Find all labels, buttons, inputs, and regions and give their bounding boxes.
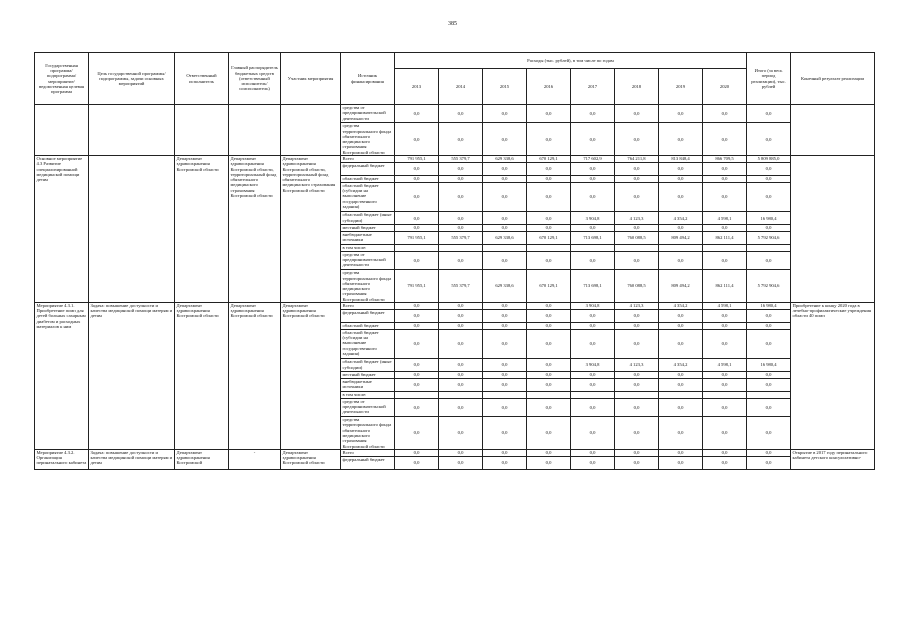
value-cell: 0,0 xyxy=(483,212,527,225)
goal-cell xyxy=(89,105,175,156)
value-cell: 791 955,1 xyxy=(395,232,439,245)
value-cell: 0,0 xyxy=(659,105,703,123)
value-cell: 629 338,6 xyxy=(483,155,527,162)
value-cell: 0,0 xyxy=(395,371,439,378)
header-year: 2014 xyxy=(439,69,483,105)
header-result: Конечный результат реализации xyxy=(791,53,875,105)
value-cell: 0,0 xyxy=(615,449,659,456)
value-cell: 0,0 xyxy=(571,371,615,378)
value-cell: 0,0 xyxy=(615,398,659,416)
value-cell xyxy=(659,391,703,398)
value-cell: 0,0 xyxy=(527,449,571,456)
source-cell: Всего xyxy=(341,155,395,162)
value-cell: 0,0 xyxy=(571,251,615,269)
value-cell: 0,0 xyxy=(615,175,659,182)
value-cell: 4 123,3 xyxy=(615,302,659,309)
value-cell: 791 955,1 xyxy=(395,270,439,303)
header-total: Итого (за весь период реализации), тыс. рублей xyxy=(747,53,791,105)
value-cell: 0,0 xyxy=(571,329,615,359)
value-cell: 0,0 xyxy=(395,175,439,182)
total-cell: 16 980,4 xyxy=(747,212,791,225)
value-cell: 0,0 xyxy=(571,398,615,416)
value-cell: 0,0 xyxy=(439,310,483,323)
value-cell: 0,0 xyxy=(483,310,527,323)
program-cell xyxy=(35,105,89,156)
value-cell: 0,0 xyxy=(395,302,439,309)
value-cell: 0,0 xyxy=(395,329,439,359)
value-cell: 717 602,9 xyxy=(571,155,615,162)
source-cell: федеральный бюджет xyxy=(341,456,395,469)
value-cell: 0,0 xyxy=(439,398,483,416)
value-cell: 0,0 xyxy=(527,302,571,309)
value-cell: 0,0 xyxy=(659,371,703,378)
value-cell: 0,0 xyxy=(483,359,527,372)
value-cell: 0,0 xyxy=(527,225,571,232)
value-cell xyxy=(571,244,615,251)
value-cell: 0,0 xyxy=(659,379,703,392)
value-cell: 0,0 xyxy=(483,105,527,123)
source-cell: Всего xyxy=(341,302,395,309)
goal-cell: Задача: повышение доступности и качества медицинской помощи матерям и детям xyxy=(89,302,175,449)
value-cell: 760 088,5 xyxy=(615,232,659,245)
header-goal: Цель государственной программы/подпрограммы, задачи основных мероприятий xyxy=(89,53,175,105)
total-cell: 0,0 xyxy=(747,225,791,232)
value-cell: 0,0 xyxy=(615,225,659,232)
result-cell xyxy=(791,105,875,156)
value-cell: 713 698,1 xyxy=(571,232,615,245)
value-cell: 0,0 xyxy=(439,302,483,309)
source-cell: областной бюджет (субсидии на выполнение государственного задания) xyxy=(341,329,395,359)
value-cell: 4 354,2 xyxy=(659,212,703,225)
participant-cell: Департамент здравоохранения Костромской области xyxy=(281,302,341,449)
value-cell: 0,0 xyxy=(483,398,527,416)
value-cell: 0,0 xyxy=(571,379,615,392)
total-cell: 0,0 xyxy=(747,251,791,269)
header-year: 2017 xyxy=(571,69,615,105)
source-cell: в том числе: xyxy=(341,244,395,251)
header-responsible: Ответственный исполнитель xyxy=(175,53,229,105)
value-cell: 0,0 xyxy=(439,371,483,378)
value-cell: 0,0 xyxy=(703,123,747,156)
budget-manager-cell: Департамент здравоохранения Костромской области, территориальный фонд обязательного медицинского страхования Костромской области xyxy=(229,155,281,302)
total-cell: 0,0 xyxy=(747,322,791,329)
source-cell: местный бюджет xyxy=(341,371,395,378)
value-cell: 862 111,4 xyxy=(703,270,747,303)
value-cell: 0,0 xyxy=(703,371,747,378)
value-cell: 0,0 xyxy=(527,359,571,372)
value-cell: 0,0 xyxy=(395,212,439,225)
value-cell: 670 129,1 xyxy=(527,232,571,245)
value-cell: 0,0 xyxy=(615,371,659,378)
value-cell: 4 354,2 xyxy=(659,359,703,372)
table-row xyxy=(35,155,875,162)
total-cell xyxy=(747,391,791,398)
total-cell: 0,0 xyxy=(747,371,791,378)
source-cell: областной бюджет xyxy=(341,175,395,182)
value-cell: 0,0 xyxy=(483,449,527,456)
value-cell: 0,0 xyxy=(659,449,703,456)
responsible-cell xyxy=(175,105,229,156)
value-cell: 0,0 xyxy=(703,175,747,182)
expenses-table xyxy=(34,52,875,470)
value-cell: 4 123,3 xyxy=(615,212,659,225)
total-cell: 0,0 xyxy=(747,417,791,450)
value-cell xyxy=(703,244,747,251)
value-cell: 0,0 xyxy=(527,182,571,212)
source-cell: средства от предпринимательской деятельности xyxy=(341,398,395,416)
value-cell: 0,0 xyxy=(659,322,703,329)
value-cell: 0,0 xyxy=(659,310,703,323)
value-cell: 0,0 xyxy=(615,310,659,323)
value-cell: 0,0 xyxy=(571,175,615,182)
total-cell: 0,0 xyxy=(747,163,791,176)
value-cell: 0,0 xyxy=(659,417,703,450)
value-cell: 0,0 xyxy=(395,417,439,450)
value-cell: 0,0 xyxy=(395,105,439,123)
value-cell: 3 904,8 xyxy=(571,359,615,372)
table-row xyxy=(35,105,875,123)
total-cell: 0,0 xyxy=(747,398,791,416)
source-cell: средства от предпринимательской деятельности xyxy=(341,105,395,123)
header-budget-manager: Главный распорядитель бюджетных средств (ответственный исполнитель/ соисполнитель) xyxy=(229,53,281,105)
value-cell: 0,0 xyxy=(439,456,483,469)
value-cell xyxy=(439,244,483,251)
value-cell: 0,0 xyxy=(615,105,659,123)
value-cell: 0,0 xyxy=(395,225,439,232)
header-year: 2019 xyxy=(659,69,703,105)
value-cell: 0,0 xyxy=(527,163,571,176)
value-cell: 0,0 xyxy=(483,163,527,176)
value-cell: 0,0 xyxy=(703,225,747,232)
value-cell: 4 598,1 xyxy=(703,302,747,309)
source-cell: областной бюджет xyxy=(341,322,395,329)
value-cell: 0,0 xyxy=(483,225,527,232)
value-cell: 555 379,7 xyxy=(439,270,483,303)
total-cell: 5 809 885,0 xyxy=(747,155,791,162)
value-cell: 0,0 xyxy=(395,456,439,469)
value-cell: 0,0 xyxy=(527,105,571,123)
value-cell: 0,0 xyxy=(659,182,703,212)
table-row xyxy=(35,302,875,309)
value-cell: 0,0 xyxy=(571,225,615,232)
total-cell: 16 980,4 xyxy=(747,302,791,309)
value-cell: 0,0 xyxy=(439,251,483,269)
source-cell: средства от предпринимательской деятельности xyxy=(341,251,395,269)
value-cell: 0,0 xyxy=(439,322,483,329)
value-cell: 0,0 xyxy=(527,123,571,156)
value-cell: 0,0 xyxy=(703,456,747,469)
value-cell: 0,0 xyxy=(395,310,439,323)
value-cell: 0,0 xyxy=(439,225,483,232)
program-cell: Основное мероприятие 4.3 Развитие специализированной медицинской помощи детям xyxy=(35,155,89,302)
source-cell: Всего xyxy=(341,449,395,456)
value-cell: 0,0 xyxy=(395,163,439,176)
value-cell: 0,0 xyxy=(439,359,483,372)
value-cell xyxy=(527,391,571,398)
value-cell: 0,0 xyxy=(483,329,527,359)
value-cell: 713 698,1 xyxy=(571,270,615,303)
value-cell: 0,0 xyxy=(527,417,571,450)
value-cell: 0,0 xyxy=(571,417,615,450)
value-cell: 0,0 xyxy=(571,449,615,456)
total-cell: 0,0 xyxy=(747,182,791,212)
value-cell xyxy=(395,244,439,251)
source-cell: местный бюджет xyxy=(341,225,395,232)
participant-cell xyxy=(281,105,341,156)
header-source: Источник финансирования xyxy=(341,53,395,105)
value-cell: 0,0 xyxy=(703,251,747,269)
total-cell: 0,0 xyxy=(747,105,791,123)
program-cell: Мероприятие 4.3.2. Организация перинатального кабинета xyxy=(35,449,89,469)
value-cell: 0,0 xyxy=(703,379,747,392)
value-cell: 0,0 xyxy=(483,182,527,212)
budget-manager-cell: - xyxy=(229,449,281,469)
value-cell: 0,0 xyxy=(571,182,615,212)
value-cell: 670 129,1 xyxy=(527,270,571,303)
source-cell: областной бюджет (иные субсидии) xyxy=(341,212,395,225)
value-cell: 0,0 xyxy=(527,456,571,469)
value-cell: 0,0 xyxy=(615,456,659,469)
value-cell: 0,0 xyxy=(439,379,483,392)
value-cell: 760 088,5 xyxy=(615,270,659,303)
budget-manager-cell xyxy=(229,105,281,156)
value-cell: 0,0 xyxy=(527,371,571,378)
value-cell: 0,0 xyxy=(395,251,439,269)
value-cell: 0,0 xyxy=(659,456,703,469)
value-cell: 0,0 xyxy=(703,182,747,212)
value-cell: 0,0 xyxy=(703,329,747,359)
value-cell: 555 379,7 xyxy=(439,232,483,245)
value-cell: 0,0 xyxy=(527,379,571,392)
value-cell: 0,0 xyxy=(483,123,527,156)
page-number: 385 xyxy=(448,21,457,27)
total-cell: 16 980,4 xyxy=(747,359,791,372)
value-cell: 0,0 xyxy=(527,310,571,323)
value-cell: 0,0 xyxy=(439,449,483,456)
value-cell: 0,0 xyxy=(703,322,747,329)
value-cell: 0,0 xyxy=(659,163,703,176)
participant-cell: Департамент здравоохранения Костромской области, территориальный фонд обязательного медицинского страхования Костромской области xyxy=(281,155,341,302)
value-cell: 0,0 xyxy=(703,310,747,323)
responsible-cell: Департамент здравоохранения Костромской области xyxy=(175,155,229,302)
value-cell xyxy=(483,244,527,251)
value-cell xyxy=(483,391,527,398)
header-program: Государственная программа/подпрограмма/ мероприятие/ ведомственная целевая программа xyxy=(35,53,89,105)
value-cell: 670 129,1 xyxy=(527,155,571,162)
header-expenses: Расходы (тыс. рублей), в том числе по годам xyxy=(395,53,747,69)
value-cell: 0,0 xyxy=(659,398,703,416)
source-cell: областной бюджет (субсидии на выполнение государственного задания) xyxy=(341,182,395,212)
source-cell: в том числе: xyxy=(341,391,395,398)
value-cell: 0,0 xyxy=(659,329,703,359)
value-cell: 0,0 xyxy=(615,163,659,176)
value-cell: 3 904,8 xyxy=(571,302,615,309)
total-cell: 0,0 xyxy=(747,329,791,359)
value-cell: 0,0 xyxy=(571,322,615,329)
header-participant: Участник мероприятия xyxy=(281,53,341,105)
value-cell: 0,0 xyxy=(527,251,571,269)
source-cell: областной бюджет (иные субсидии) xyxy=(341,359,395,372)
value-cell: 0,0 xyxy=(439,163,483,176)
header-year: 2015 xyxy=(483,69,527,105)
participant-cell: Департамент здравоохранения Костромской области xyxy=(281,449,341,469)
value-cell: 791 955,1 xyxy=(395,155,439,162)
value-cell xyxy=(703,391,747,398)
value-cell: 0,0 xyxy=(395,449,439,456)
value-cell: 0,0 xyxy=(659,225,703,232)
value-cell: 0,0 xyxy=(571,123,615,156)
source-cell: средства территориального фонда обязательного медицинского страхования Костромской области xyxy=(341,270,395,303)
value-cell: 0,0 xyxy=(615,329,659,359)
value-cell xyxy=(439,391,483,398)
value-cell: 3 904,8 xyxy=(571,212,615,225)
value-cell: 0,0 xyxy=(659,251,703,269)
value-cell: 0,0 xyxy=(395,359,439,372)
total-cell: 0,0 xyxy=(747,310,791,323)
value-cell: 0,0 xyxy=(483,251,527,269)
value-cell xyxy=(659,244,703,251)
goal-cell: Задача: повышение доступности и качества медицинской помощи матерям и детям xyxy=(89,449,175,469)
value-cell: 0,0 xyxy=(527,398,571,416)
value-cell: 0,0 xyxy=(615,379,659,392)
value-cell: 4 598,1 xyxy=(703,359,747,372)
responsible-cell: Департамент здравоохранения Костромской области xyxy=(175,302,229,449)
value-cell: 0,0 xyxy=(439,212,483,225)
result-cell: Открытие в 2017 году перинатального кабинета детского консультативно- xyxy=(791,449,875,469)
source-cell: федеральный бюджет xyxy=(341,310,395,323)
value-cell: 0,0 xyxy=(571,163,615,176)
value-cell: 0,0 xyxy=(659,175,703,182)
total-cell: 5 792 904,6 xyxy=(747,232,791,245)
total-cell xyxy=(747,244,791,251)
source-cell: внебюджетные источники xyxy=(341,232,395,245)
total-cell: 0,0 xyxy=(747,379,791,392)
value-cell: 0,0 xyxy=(439,175,483,182)
value-cell xyxy=(615,391,659,398)
program-cell: Мероприятие 4.3.1. Приобретение помп для детей больных сахарным диабетом и расходных материалов к ним xyxy=(35,302,89,449)
value-cell: 0,0 xyxy=(703,417,747,450)
value-cell: 0,0 xyxy=(395,182,439,212)
value-cell: 809 494,2 xyxy=(659,232,703,245)
value-cell: 862 111,4 xyxy=(703,232,747,245)
value-cell: 0,0 xyxy=(615,182,659,212)
value-cell: 0,0 xyxy=(703,105,747,123)
value-cell: 0,0 xyxy=(483,322,527,329)
header-year: 2018 xyxy=(615,69,659,105)
source-cell: федеральный бюджет xyxy=(341,163,395,176)
value-cell: 0,0 xyxy=(483,379,527,392)
value-cell: 4 598,1 xyxy=(703,212,747,225)
value-cell: 0,0 xyxy=(615,123,659,156)
value-cell: 764 211,8 xyxy=(615,155,659,162)
value-cell: 866 709,5 xyxy=(703,155,747,162)
value-cell: 0,0 xyxy=(527,329,571,359)
value-cell: 809 494,2 xyxy=(659,270,703,303)
value-cell: 0,0 xyxy=(527,175,571,182)
value-cell: 0,0 xyxy=(571,456,615,469)
total-cell: 0,0 xyxy=(747,456,791,469)
value-cell: 0,0 xyxy=(483,302,527,309)
responsible-cell: Департамент здравоохранения Костромской xyxy=(175,449,229,469)
value-cell xyxy=(527,244,571,251)
value-cell: 0,0 xyxy=(483,417,527,450)
budget-manager-cell: Департамент здравоохранения Костромской области xyxy=(229,302,281,449)
table-row xyxy=(35,449,875,456)
value-cell: 629 338,6 xyxy=(483,232,527,245)
total-cell: 0,0 xyxy=(747,175,791,182)
value-cell: 0,0 xyxy=(615,251,659,269)
goal-cell xyxy=(89,155,175,302)
source-cell: внебюджетные источники xyxy=(341,379,395,392)
value-cell: 0,0 xyxy=(439,105,483,123)
value-cell: 0,0 xyxy=(439,182,483,212)
value-cell: 4 123,3 xyxy=(615,359,659,372)
value-cell: 0,0 xyxy=(395,322,439,329)
value-cell: 0,0 xyxy=(395,123,439,156)
value-cell: 0,0 xyxy=(703,449,747,456)
value-cell: 555 379,7 xyxy=(439,155,483,162)
header-year: 2013 xyxy=(395,69,439,105)
result-cell: Приобретение к концу 2020 года в лечебно-профилактические учреждения области 40 помп xyxy=(791,302,875,449)
total-cell: 0,0 xyxy=(747,123,791,156)
value-cell: 0,0 xyxy=(615,322,659,329)
value-cell: 0,0 xyxy=(395,379,439,392)
value-cell: 0,0 xyxy=(571,105,615,123)
value-cell: 0,0 xyxy=(483,456,527,469)
value-cell xyxy=(615,244,659,251)
value-cell xyxy=(395,391,439,398)
value-cell: 0,0 xyxy=(527,322,571,329)
value-cell: 0,0 xyxy=(483,175,527,182)
value-cell: 0,0 xyxy=(703,398,747,416)
header-year: 2020 xyxy=(703,69,747,105)
header-year: 2016 xyxy=(527,69,571,105)
value-cell: 0,0 xyxy=(659,123,703,156)
value-cell: 0,0 xyxy=(395,398,439,416)
value-cell: 4 354,2 xyxy=(659,302,703,309)
total-cell: 0,0 xyxy=(747,449,791,456)
value-cell: 0,0 xyxy=(439,123,483,156)
source-cell: средства территориального фонда обязательного медицинского страхования Костромской области xyxy=(341,123,395,156)
value-cell: 0,0 xyxy=(527,212,571,225)
result-cell xyxy=(791,155,875,302)
value-cell: 0,0 xyxy=(439,329,483,359)
value-cell: 0,0 xyxy=(615,417,659,450)
value-cell: 0,0 xyxy=(483,371,527,378)
value-cell: 0,0 xyxy=(571,310,615,323)
value-cell: 629 338,6 xyxy=(483,270,527,303)
value-cell: 813 848,4 xyxy=(659,155,703,162)
value-cell xyxy=(571,391,615,398)
value-cell: 0,0 xyxy=(703,163,747,176)
value-cell: 0,0 xyxy=(439,417,483,450)
source-cell: средства территориального фонда обязательного медицинского страхования Костромской области xyxy=(341,417,395,450)
total-cell: 5 792 904,6 xyxy=(747,270,791,303)
